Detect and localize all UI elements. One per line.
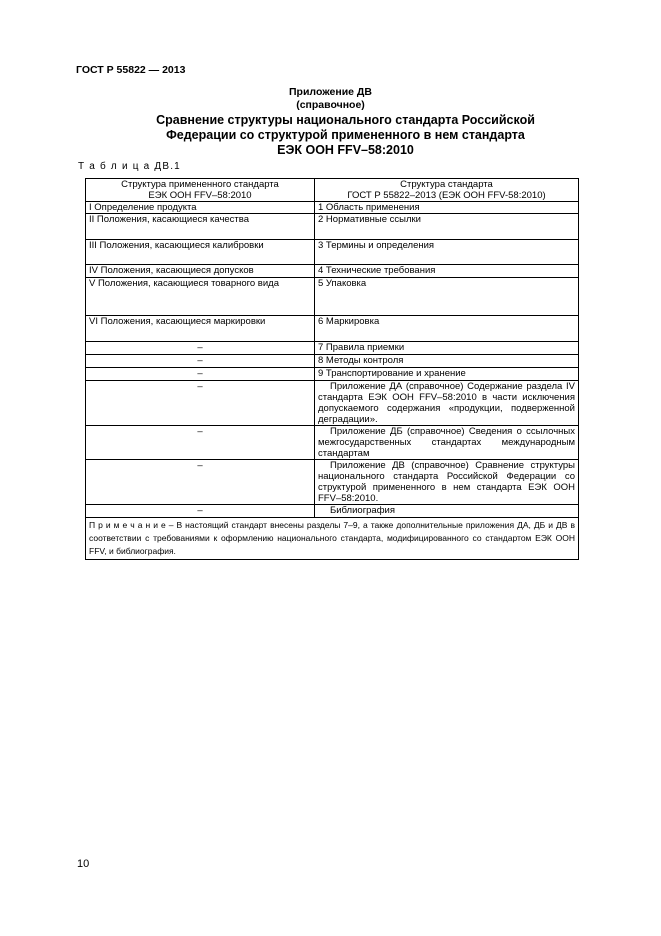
row-cell-left: III Положения, касающиеся калибровки — [86, 240, 315, 265]
appendix-heading — [0, 86, 661, 158]
table-row — [86, 381, 579, 426]
row-cell-left: – — [86, 368, 315, 381]
header-left-line-2: ЕЭК ООН FFV–58:2010 — [148, 190, 252, 201]
row-cell-right: 8 Методы контроля — [315, 355, 579, 368]
row-cell-left: – — [86, 460, 315, 505]
row-cell-left: II Положения, касающиеся качества — [86, 214, 315, 240]
comparison-table — [85, 178, 579, 560]
table-row — [86, 278, 579, 316]
row-cell-right: Приложение ДА (справочное) Содержание раздела IV стандарта ЕЭК ООН FFV–58:2010 в части исключения допускаемого содержания «продукции, подверженной деградации». — [315, 381, 579, 426]
row-cell-right: 4 Технические требования — [315, 265, 579, 278]
appendix-title: Приложение ДВ — [289, 86, 372, 98]
row-cell-right: 5 Упаковка — [315, 278, 579, 316]
appendix-main-title — [0, 113, 661, 158]
table-note-row — [86, 518, 579, 560]
row-cell-left: IV Положения, касающиеся допусков — [86, 265, 315, 278]
header-right-line-2: ГОСТ Р 55822–2013 (ЕЭК ООН FFV-58:2010) — [347, 190, 546, 201]
table-label: Т а б л и ц а ДВ.1 — [78, 161, 181, 172]
table-row — [86, 214, 579, 240]
table-row — [86, 316, 579, 342]
table-header-row — [86, 179, 579, 202]
table-row — [86, 265, 579, 278]
row-cell-right: 7 Правила приемки — [315, 342, 579, 355]
row-cell-left: – — [86, 426, 315, 460]
header-left-line-1: Структура примененного стандарта — [121, 179, 279, 190]
row-cell-left: VI Положения, касающиеся маркировки — [86, 316, 315, 342]
row-cell-left: – — [86, 355, 315, 368]
table-row — [86, 342, 579, 355]
table-row — [86, 460, 579, 505]
table-row — [86, 240, 579, 265]
row-cell-left: V Положения, касающиеся товарного вида — [86, 278, 315, 316]
table-row — [86, 355, 579, 368]
table-row — [86, 202, 579, 214]
row-cell-right: 6 Маркировка — [315, 316, 579, 342]
row-cell-right: Приложение ДБ (справочное) Сведения о ссылочных межгосударственных стандартах международным стандартам — [315, 426, 579, 460]
main-title-line-3: ЕЭК ООН FFV–58:2010 — [277, 143, 414, 157]
row-cell-right: 2 Нормативные ссылки — [315, 214, 579, 240]
row-cell-right: 1 Область применения — [315, 202, 579, 214]
row-cell-right: Приложение ДВ (справочное) Сравнение структуры национального стандарта Российской Федерации со структурой примененного в нем стандарта ЕЭК ООН FFV–58:2010. — [315, 460, 579, 505]
appendix-subtitle: (справочное) — [296, 99, 365, 111]
header-cell-left — [86, 179, 315, 202]
table-row — [86, 505, 579, 518]
row-cell-left: – — [86, 381, 315, 426]
page-number: 10 — [77, 858, 90, 870]
row-cell-right: Библиография — [315, 505, 579, 518]
main-title-line-2: Федерации со структурой примененного в нем стандарта — [166, 128, 525, 142]
table-row — [86, 426, 579, 460]
header-cell-right — [315, 179, 579, 202]
header-right-line-1: Структура стандарта — [400, 179, 493, 190]
document-code: ГОСТ Р 55822 — 2013 — [76, 64, 186, 76]
row-cell-right: 3 Термины и определения — [315, 240, 579, 265]
row-cell-right: 9 Транспортирование и хранение — [315, 368, 579, 381]
row-cell-left: I Определение продукта — [86, 202, 315, 214]
table-note: П р и м е ч а н и е – В настоящий стандарт внесены разделы 7–9, а также дополнительные приложения ДА, ДБ и ДВ в соответствии с требованиями к оформлению национального стандарта, модифицированного со стандартом ЕЭК ООН FFV, и библиография. — [86, 518, 579, 560]
row-cell-left: – — [86, 342, 315, 355]
main-title-line-1: Сравнение структуры национального стандарта Российской — [156, 113, 535, 127]
row-cell-left: – — [86, 505, 315, 518]
table-row — [86, 368, 579, 381]
